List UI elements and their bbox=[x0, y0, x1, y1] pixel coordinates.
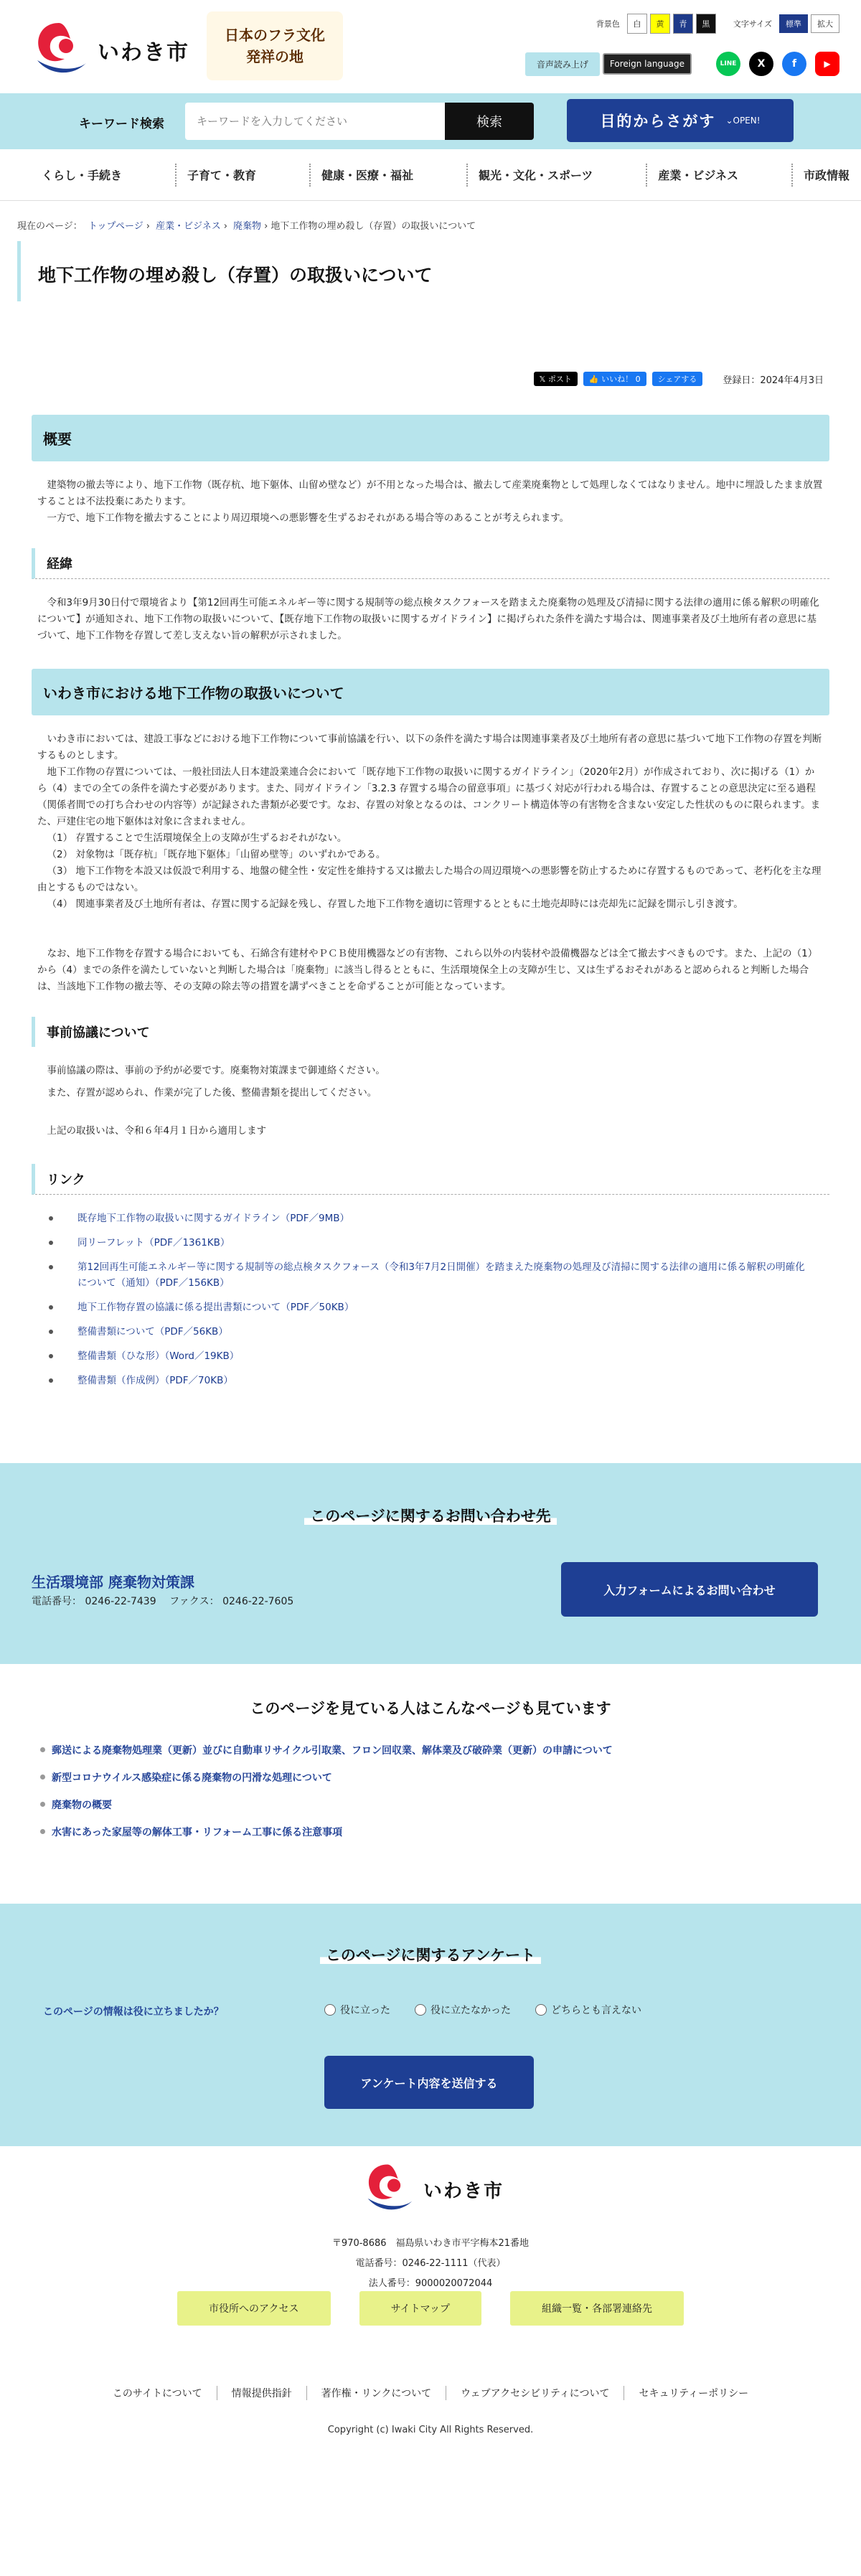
breadcrumb bbox=[0, 201, 861, 241]
inquiry-form-button[interactable]: 入力フォームによるお問い合わせ bbox=[561, 1562, 818, 1617]
link-heading: リンク bbox=[32, 1164, 829, 1195]
link-example[interactable]: 整備書類（作成例）（PDF／70KB） bbox=[77, 1375, 233, 1386]
foreign-language-button[interactable]: Foreign language bbox=[603, 53, 692, 75]
header-tools bbox=[525, 10, 839, 77]
list-item bbox=[49, 1235, 812, 1251]
list-item bbox=[49, 1324, 812, 1340]
font-standard-button[interactable]: 標準 bbox=[779, 14, 808, 33]
copyright: Copyright (c) Iwaki City All Rights Reserved. bbox=[327, 2425, 534, 2435]
footer-access-button[interactable]: 市役所へのアクセス bbox=[177, 2291, 331, 2326]
page-title: 地下工作物の埋め殺し（存置）の取扱いについて bbox=[38, 265, 433, 286]
condition-2: （2） 対象物は「既存杭」「既存地下躯体」「山留め壁等」のいずれかである。 bbox=[47, 849, 386, 860]
footer-address: 〒970-8686 福島県いわき市平字梅本21番地 bbox=[331, 2238, 530, 2249]
footer-link-copyright[interactable]: 著作権・リンクについて bbox=[306, 2386, 446, 2400]
condition-4: （4） 関連事業者及び土地所有者は、存置に関する記録を残し、存置した地下工作物を適切に管理するとともに土地売却時には売却先に記録を開示し引き渡す。 bbox=[47, 898, 743, 910]
city-heading: いわき市における地下工作物の取扱いについて bbox=[32, 669, 829, 715]
city-logo-icon bbox=[359, 2161, 416, 2218]
footer-link-about[interactable]: このサイトについて bbox=[112, 2388, 202, 2399]
footer-link-policy[interactable]: 情報提供指針 bbox=[217, 2386, 306, 2400]
history-text: 令和3年9月30日付で環境省より【第12回再生可能エネルギー等に関する規制等の総点検タスクフォースを踏まえた廃棄物の処理及び清掃に関する法律の適用に係る解釈の明確化について】が通知され、地下工作物の取扱いについて、【既存地下工作物の取扱いに関するガイドライン】に掲げられた条件を満たす場合は、関連事業者及び土地所有者の意思に基づいて、地下工作物を存置して差し支えない旨の解釈が示されました。 bbox=[37, 597, 819, 641]
overview-text-2: 一方で、地下工作物を撤去することにより周辺環境への悪影響を生ずるおそれがある場合等のあることが考えられます。 bbox=[47, 512, 570, 524]
bgcolor-label: 背景色 bbox=[596, 19, 620, 29]
share-area bbox=[0, 301, 861, 398]
breadcrumb-waste[interactable]: 廃棄物 bbox=[233, 221, 262, 232]
page-title-wrap bbox=[17, 241, 844, 301]
search-bar bbox=[0, 93, 861, 149]
link-guideline[interactable]: 既存地下工作物の取扱いに関するガイドライン（PDF／9MB） bbox=[77, 1213, 349, 1224]
inquiry-section bbox=[0, 1463, 861, 1664]
chevron-right-icon: › bbox=[264, 221, 268, 232]
search-button[interactable]: 検索 bbox=[445, 103, 534, 140]
link-list bbox=[32, 1211, 829, 1388]
voice-read-button[interactable]: 音声読み上げ bbox=[525, 52, 600, 76]
link-notice[interactable]: 第12回再生可能エネルギー等に関する規制等の総点検タスクフォース（令和3年7月2日開催）を踏まえた廃棄物の処理及び清掃に関する法律の適用に係る解釈の明確化について（通知）（PDF／156KB） bbox=[77, 1261, 805, 1289]
site-header bbox=[0, 0, 861, 93]
radio-icon[interactable] bbox=[535, 2004, 547, 2016]
link-leaflet[interactable]: 同リーフレット（PDF／1361KB） bbox=[77, 1237, 230, 1249]
main-content bbox=[0, 415, 861, 1388]
survey-question: このページの情報は役に立ちましたか？ bbox=[43, 2006, 224, 2018]
chevron-right-icon: › bbox=[223, 221, 227, 232]
gnav-item-tourism[interactable]: 観光・文化・スポーツ bbox=[479, 164, 647, 187]
related-item[interactable]: 郵送による廃棄物処理業（更新）並びに自動車リサイクル引取業、フロン回収業、解体業及び破砕業（更新）の申請について bbox=[40, 1743, 613, 1757]
footer-sitemap-button[interactable]: サイトマップ bbox=[359, 2291, 481, 2326]
related-section bbox=[0, 1664, 861, 1904]
radio-icon[interactable] bbox=[324, 2004, 336, 2016]
x-post-button[interactable]: 𝕏 ポスト bbox=[534, 372, 578, 386]
footer-org-button[interactable]: 組織一覧・各部署連絡先 bbox=[510, 2291, 684, 2326]
survey-option-not-useful[interactable]: 役に立たなかった bbox=[415, 2003, 511, 2017]
fb-like-button[interactable]: 👍 いいね！ 0 bbox=[583, 372, 646, 386]
list-item bbox=[49, 1259, 812, 1291]
search-input[interactable] bbox=[185, 103, 445, 140]
related-heading: このページを見ている人はこんなページも見ています bbox=[0, 1697, 861, 1719]
facebook-icon[interactable]: f bbox=[782, 52, 806, 76]
footer-link-security[interactable]: セキュリティーポリシー bbox=[624, 2386, 763, 2400]
list-item bbox=[49, 1299, 812, 1315]
list-item bbox=[49, 1348, 812, 1364]
search-label: キーワード検索 bbox=[79, 117, 164, 131]
breadcrumb-prefix: 現在のページ： bbox=[17, 221, 83, 232]
breadcrumb-business[interactable]: 産業・ビジネス bbox=[156, 221, 221, 232]
apply-text: 上記の取扱いは、令和６年4月１日から適用します bbox=[47, 1125, 267, 1137]
purpose-search-button[interactable] bbox=[567, 99, 794, 142]
footer-address-block bbox=[0, 2234, 861, 2294]
gnav-item-business[interactable]: 産業・ビジネス bbox=[658, 164, 793, 187]
survey-heading: このページに関するアンケート bbox=[0, 1944, 861, 1965]
footer-tel: 電話番号：0246-22-1111（代表） bbox=[355, 2258, 506, 2269]
hula-line2: 発祥の地 bbox=[246, 48, 304, 65]
prior-heading: 事前協議について bbox=[32, 1017, 829, 1047]
purpose-search-label: 目的からさがす bbox=[600, 113, 716, 130]
prior-text-1: 事前協議の際は、事前の予約が必要です。廃棄物対策課まで御連絡ください。 bbox=[47, 1065, 385, 1076]
related-item[interactable]: 新型コロナウイルス感染症に係る廃棄物の円滑な処理について bbox=[40, 1770, 613, 1785]
gnav-item-cityinfo[interactable]: 市政情報 bbox=[803, 169, 850, 182]
city-logo-icon bbox=[27, 19, 90, 82]
bgcolor-yellow-button[interactable]: 黄 bbox=[650, 14, 670, 34]
overview-text-1: 建築物の撤去等により、地下工作物（既存杭、地下躯体、山留め壁など）が不用となった場合は、撤去して産業廃棄物として処理しなくてはなりません。地中に埋設したまま放置することは不法投棄にあたります。 bbox=[37, 479, 823, 507]
site-footer bbox=[0, 2146, 861, 2449]
bgcolor-black-button[interactable]: 黒 bbox=[696, 14, 716, 34]
fb-share-button[interactable]: シェアする bbox=[652, 372, 703, 386]
bgcolor-blue-button[interactable]: 青 bbox=[673, 14, 693, 34]
footer-logo-text: いわき市 bbox=[423, 2180, 504, 2202]
overview-heading: 概要 bbox=[32, 415, 829, 461]
site-logo[interactable] bbox=[27, 19, 189, 82]
footer-logo[interactable] bbox=[359, 2161, 504, 2218]
condition-1: （1） 存置することで生活環境保全上の支障が生ずるおそれがない。 bbox=[47, 832, 347, 844]
fontsize-label: 文字サイズ bbox=[733, 19, 772, 29]
link-maintenance[interactable]: 整備書類について（PDF／56KB） bbox=[77, 1326, 228, 1338]
bgcolor-white-button[interactable]: 白 bbox=[627, 14, 647, 34]
footer-link-accessibility[interactable]: ウェブアクセシビリティについて bbox=[446, 2386, 624, 2400]
history-heading: 経緯 bbox=[32, 548, 829, 579]
city-text-2: 地下工作物の存置については、一般社団法人日本建設業連合会において「既存地下工作物の取扱いに関するガイドライン」（2020年2月）が作成されており、次に掲げる（1）から（4）までの全ての条件を満たす必要があります。また、同ガイドライン「3.2.3 存置する場合の留意事項」に基づく対応が行われる場合は、存置することの意思決定に至る過程（関係者間での打ち合わせの内容等）が記録された書類が必要です。なお、存置の対象となるのは、コンクリート構造体等の有害物を含まない安定した性状のものに限られます。また、戸建住宅の地下躯体は対象に含まれません。 bbox=[37, 766, 821, 827]
link-template[interactable]: 整備書類（ひな形）（Word／19KB） bbox=[77, 1350, 240, 1362]
list-item bbox=[49, 1373, 812, 1388]
related-item[interactable]: 水害にあった家屋等の解体工事・リフォーム工事に係る注意事項 bbox=[40, 1825, 613, 1839]
hula-banner[interactable] bbox=[207, 11, 343, 80]
survey-option-useful[interactable]: 役に立った bbox=[324, 2003, 390, 2017]
prior-text-2: また、存置が認められ、作業が完了した後、整備書類を提出してください。 bbox=[47, 1087, 377, 1099]
related-item[interactable]: 廃棄物の概要 bbox=[40, 1797, 613, 1812]
footer-corp: 法人番号：9000020072044 bbox=[368, 2278, 493, 2289]
font-large-button[interactable]: 拡大 bbox=[811, 14, 839, 33]
condition-3: （3） 地下工作物を本設又は仮設で利用する、地盤の健全性・安定性を維持する又は撤去した場合の周辺環境への悪影響を防止するために存置するものであって、老朽化を主な理由とするものではない。 bbox=[37, 865, 822, 893]
city-text-1: いわき市においては、建設工事などにおける地下工作物について事前協議を行い、以下の条件を満たす場合は関連事業者及び土地所有者の意思に基づいて地下工作物の存置を判断するものとします。 bbox=[37, 733, 822, 761]
youtube-icon[interactable]: ▶ bbox=[815, 52, 839, 76]
list-item bbox=[49, 1211, 812, 1226]
x-icon[interactable]: X bbox=[749, 52, 773, 76]
line-icon[interactable]: LINE bbox=[716, 52, 740, 76]
hula-line1: 日本のフラ文化 bbox=[225, 27, 325, 44]
survey-option-neutral[interactable]: どちらとも言えない bbox=[535, 2003, 641, 2017]
survey-submit-button[interactable]: アンケート内容を送信する bbox=[324, 2056, 534, 2109]
link-documents[interactable]: 地下工作物存置の協議に係る提出書類について（PDF／50KB） bbox=[77, 1302, 354, 1313]
city-text-3: なお、地下工作物を存置する場合においても、石綿含有建材やＰＣＢ使用機器などの有害物、これら以外の内装材や設備機器などは全て撤去すべきものです。また、上記の（1）から（4）までの条件を満たしていないと判断した場合は「廃棄物」に該当し得るとともに、生活環境保全上の支障が生じ、又は生ずるおそれがあると認められると判断した場合は、当該地下工作物の撤去等、その支障の除去等の措置を講ずべきことを命ずることが可能となっています。 bbox=[37, 948, 818, 992]
breadcrumb-top[interactable]: トップページ bbox=[88, 221, 144, 232]
purpose-open-label: ⌄OPEN! bbox=[725, 116, 761, 126]
radio-icon[interactable] bbox=[415, 2004, 426, 2016]
inquiry-heading: このページに関するお問い合わせ先 bbox=[0, 1505, 861, 1526]
global-nav bbox=[0, 149, 861, 201]
gnav-item-childcare[interactable]: 子育て・教育 bbox=[187, 164, 311, 187]
gnav-item-health[interactable]: 健康・医療・福祉 bbox=[321, 164, 468, 187]
register-date: 登録日：2024年4月3日 bbox=[723, 375, 824, 386]
breadcrumb-current: 地下工作物の埋め殺し（存置）の取扱いについて bbox=[270, 221, 476, 232]
chevron-right-icon: › bbox=[146, 221, 150, 232]
site-logo-text: いわき市 bbox=[98, 40, 189, 65]
survey-section bbox=[0, 1904, 861, 2146]
gnav-item-living[interactable]: くらし・手続き bbox=[42, 164, 177, 187]
inquiry-tel: 電話番号： 0246-22-7439 ファクス： 0246-22-7605 bbox=[32, 1596, 294, 1607]
inquiry-dept: 生活環境部 廃棄物対策課 bbox=[32, 1574, 194, 1591]
